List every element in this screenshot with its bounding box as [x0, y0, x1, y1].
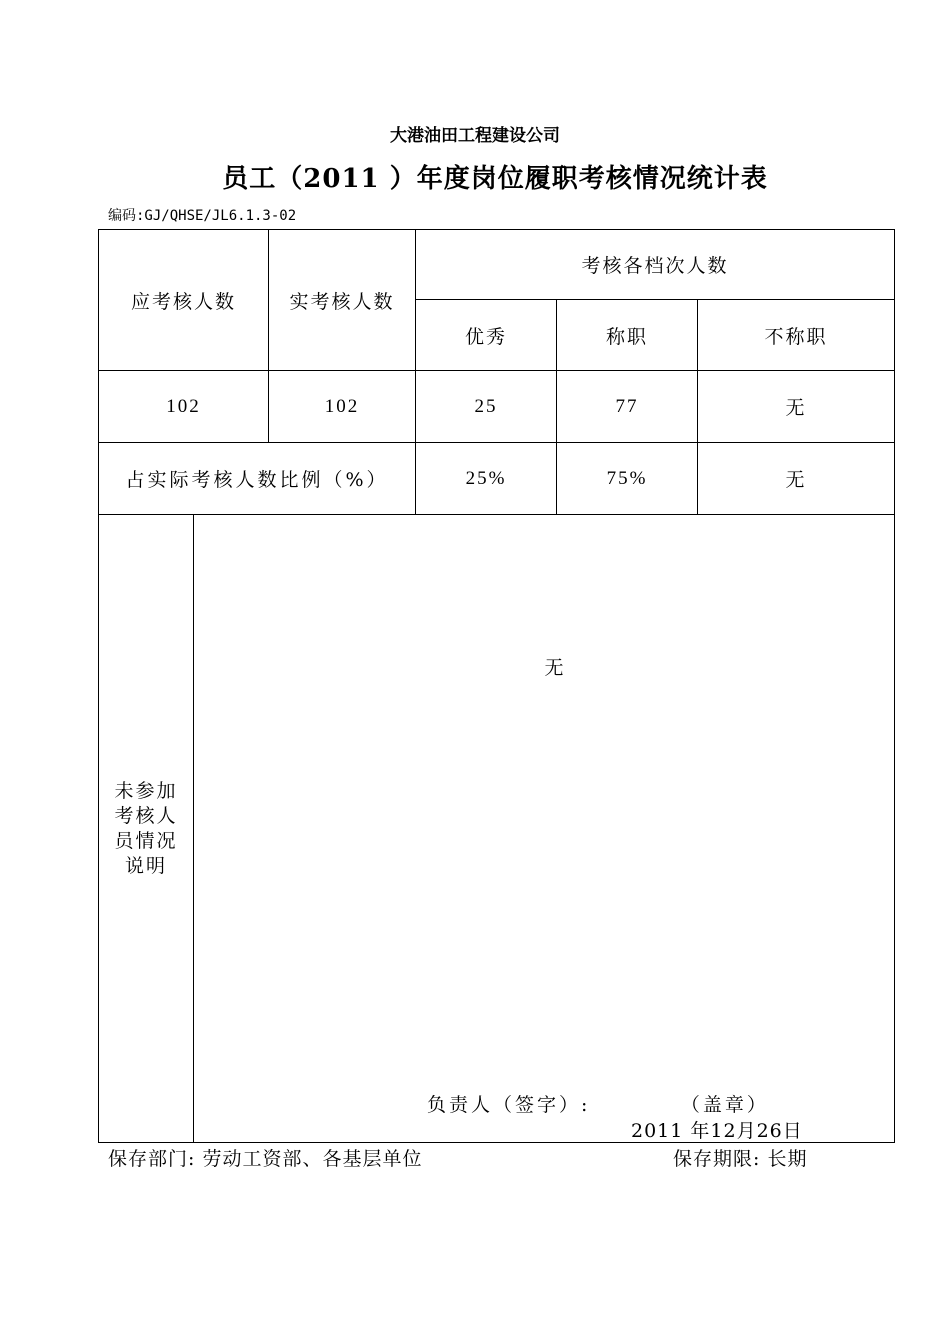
keeping-department: 保存部门: 劳动工资部、各基层单位	[108, 1148, 423, 1170]
remark-value: 无	[544, 657, 566, 679]
value-actual-count: 102	[269, 371, 416, 443]
value-expected-count: 102	[99, 371, 269, 443]
value-excellent-count: 25	[416, 371, 557, 443]
remark-label-line: 未参加	[114, 779, 178, 802]
sign-date: 2011 年12月26日	[631, 1120, 803, 1142]
header-incompetent: 不称职	[698, 300, 895, 371]
sign-label: 负责人（签字）:	[427, 1094, 591, 1116]
header-competent: 称职	[557, 300, 698, 371]
remark-label	[99, 515, 194, 1143]
assessment-table	[98, 229, 895, 1143]
value-incompetent-count: 无	[698, 371, 895, 443]
company-name: 大港油田工程建设公司	[390, 126, 560, 146]
value-competent-count: 77	[557, 371, 698, 443]
header-grade-counts: 考核各档次人数	[416, 230, 895, 300]
remark-label-line: 员情况	[114, 829, 178, 852]
signature-line	[427, 1090, 769, 1117]
seal-label: （盖章）	[680, 1094, 769, 1116]
remark-label-line: 考核人	[114, 804, 178, 827]
ratio-excellent: 25%	[416, 443, 557, 515]
header-expected-count: 应考核人数	[99, 230, 269, 371]
ratio-competent: 75%	[557, 443, 698, 515]
header-actual-count: 实考核人数	[269, 230, 416, 371]
form-title: 员工（2011 ）年度岗位履职考核情况统计表	[222, 164, 768, 194]
keeping-period: 保存期限: 长期	[673, 1148, 808, 1170]
header-excellent: 优秀	[416, 300, 557, 371]
remark-content	[194, 515, 895, 1143]
ratio-label: 占实际考核人数比例（%）	[99, 443, 416, 515]
remark-label-line: 说明	[124, 854, 167, 877]
form-code: 编码:GJ/QHSE/JL6.1.3-02	[108, 208, 297, 224]
ratio-incompetent: 无	[698, 443, 895, 515]
